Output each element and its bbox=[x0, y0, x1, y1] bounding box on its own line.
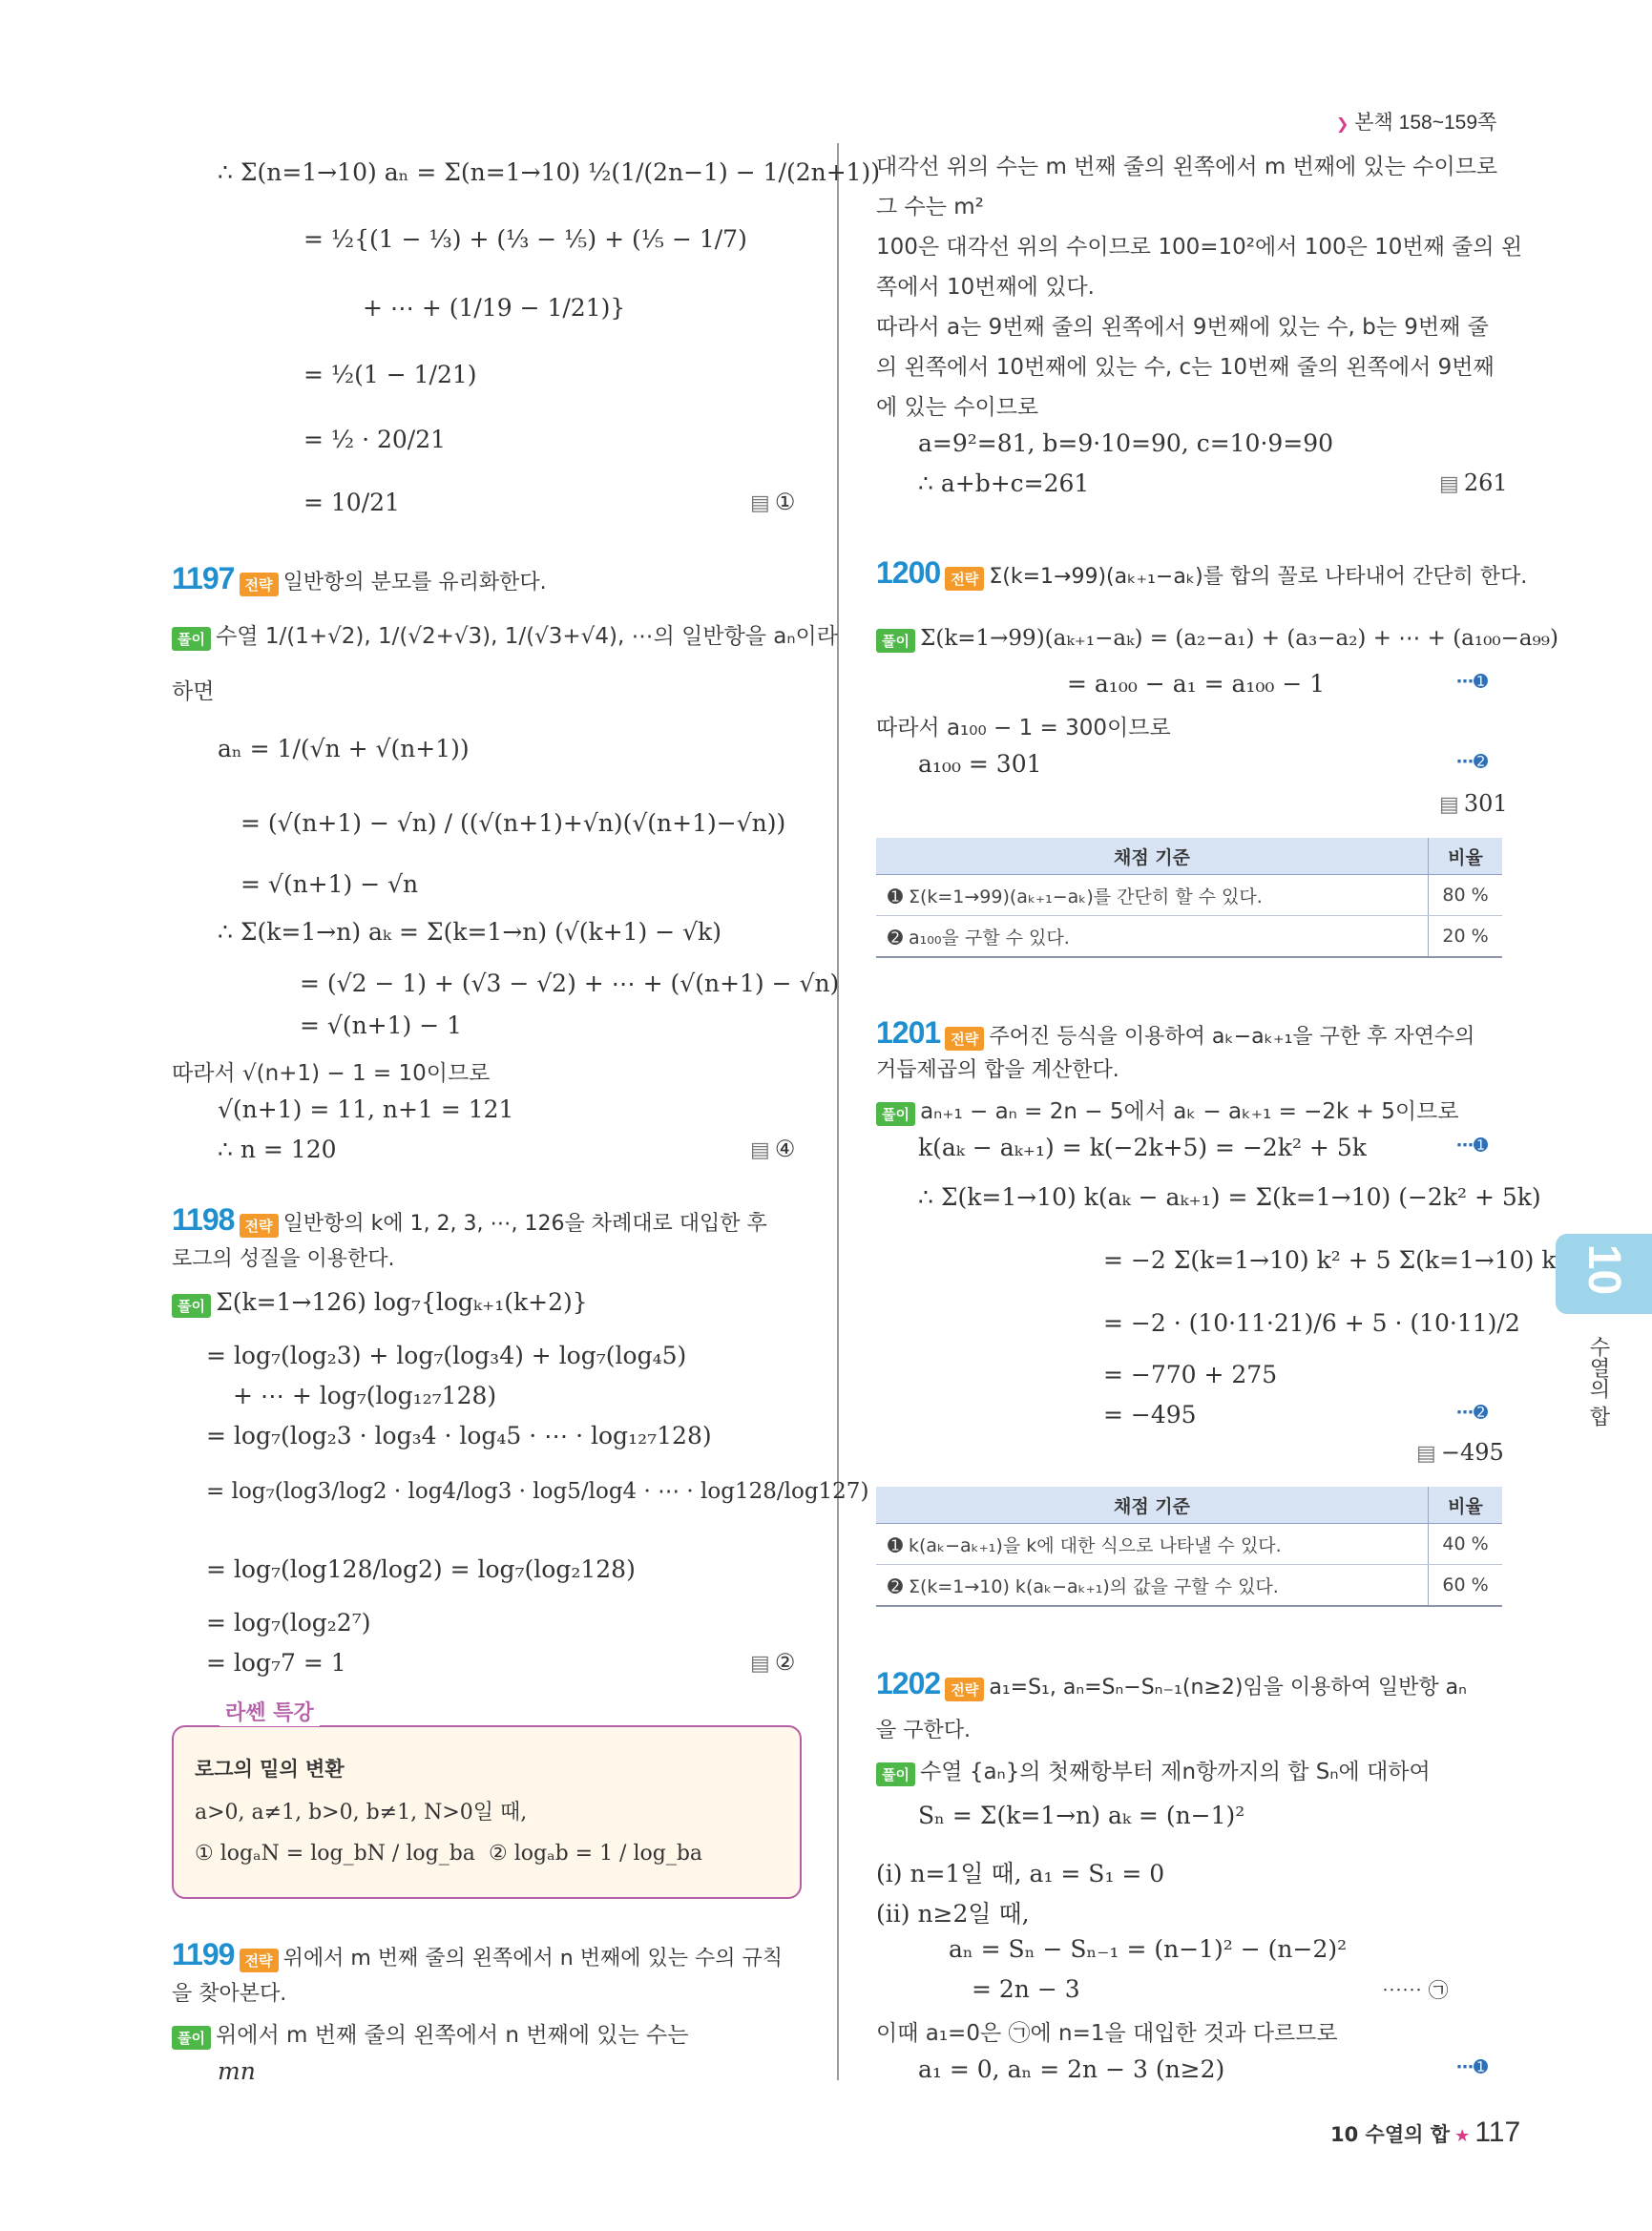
p1202-line-8: a₁ = 0, aₙ = 2n − 3 (n≥2) bbox=[918, 2055, 1225, 2083]
p1201-line-1: 풀이 aₙ₊₁ − aₙ = 2n − 5에서 aₖ − aₖ₊₁ = −2k + 5이므로 bbox=[876, 1094, 1459, 1126]
p1197-line-8: √(n+1) = 11, n+1 = 121 bbox=[218, 1095, 514, 1123]
page-number: 117 bbox=[1474, 2116, 1521, 2148]
p1201-strategy-2: 거듭제곱의 합을 계산한다. bbox=[876, 1058, 1119, 1082]
p1202-step-1: ⋯➊ bbox=[1456, 2057, 1489, 2077]
chapter-tab: 10 bbox=[1556, 1234, 1652, 1314]
p1196-line-5: = ½ · 20/21 bbox=[303, 426, 447, 453]
p1202-line-7: 이때 a₁=0은 ㉠에 n=1을 대입한 것과 다르므로 bbox=[876, 2021, 1338, 2046]
page-footer: 10 수열의 합 ★ 117 bbox=[1330, 2116, 1521, 2148]
p1200-step-2: ⋯➋ bbox=[1456, 752, 1489, 772]
p1198-strategy-2: 로그의 성질을 이용한다. bbox=[172, 1247, 395, 1271]
p1200-answer: ▤ 301 bbox=[1439, 790, 1508, 817]
lecture-box bbox=[172, 1725, 802, 1899]
p1201-step-1: ⋯➊ bbox=[1456, 1136, 1489, 1156]
strategy-tag: 전략 bbox=[945, 1027, 984, 1051]
table-row: ➋ Σ(k=1→10) k(aₖ−aₖ₊₁)의 값을 구할 수 있다. 60 % bbox=[876, 1565, 1502, 1607]
solution-tag: 풀이 bbox=[172, 1294, 211, 1318]
p1197-line-3: = √(n+1) − √n bbox=[240, 870, 419, 898]
problem-1197-header: 1197 전략 일반항의 분모를 유리화한다. bbox=[172, 561, 547, 595]
p1196-answer: ▤ ① bbox=[750, 489, 796, 515]
problem-1201-header: 1201 전략 주어진 등식을 이용하여 aₖ−aₖ₊₁을 구한 후 자연수의 bbox=[876, 1015, 1475, 1050]
problem-1199-header: 1199 전략 위에서 m 번째 줄의 왼쪽에서 n 번째에 있는 수의 규칙 bbox=[172, 1937, 783, 1971]
p1197-line-6: = √(n+1) − 1 bbox=[300, 1011, 463, 1039]
ratio-header: 비율 bbox=[1429, 838, 1503, 875]
p1199-cont-1: 대각선 위의 수는 m 번째 줄의 왼쪽에서 m 번째에 있는 수이므로 bbox=[876, 155, 1498, 179]
p1201-line-6: = −770 + 275 bbox=[1103, 1361, 1278, 1388]
table-row: ➋ a₁₀₀을 구할 수 있다. 20 % bbox=[876, 916, 1502, 958]
p1197-line-5: = (√2 − 1) + (√3 − √2) + ⋯ + (√(n+1) − √n) bbox=[300, 970, 840, 997]
answer-icon: ▤ bbox=[1439, 472, 1459, 496]
p1202-mark: ⋯⋯ ㉠ bbox=[1382, 1979, 1449, 2002]
p1197-line-1: aₙ = 1/(√n + √(n+1)) bbox=[218, 735, 470, 762]
p1199-strategy-2: 을 찾아본다. bbox=[172, 1982, 287, 2006]
p1199-answer: ▤ 261 bbox=[1439, 469, 1508, 496]
lecture-title: 로그의 밑의 변환 bbox=[195, 1758, 345, 1781]
p1198-line-6: = log₇(log128/log2) = log₇(log₂128) bbox=[206, 1555, 636, 1583]
p1198-line-8: = log₇7 = 1 bbox=[206, 1649, 346, 1677]
column-divider bbox=[837, 143, 839, 2080]
p1198-line-4: = log₇(log₂3 · log₃4 · log₄5 · ⋯ · log₁₂₇128) bbox=[206, 1422, 712, 1449]
p1202-strategy-2: 을 구한다. bbox=[876, 1719, 971, 1742]
strategy-tag: 전략 bbox=[240, 573, 279, 596]
solution-tag: 풀이 bbox=[876, 629, 915, 653]
p1199-cont-4: 쪽에서 10번째에 있다. bbox=[876, 275, 1095, 300]
p1198-line-7: = log₇(log₂2⁷) bbox=[206, 1609, 371, 1637]
grading-header: 채점 기준 bbox=[876, 1487, 1429, 1524]
p1197-line-2: = (√(n+1) − √n) / ((√(n+1)+√n)(√(n+1)−√n)) bbox=[240, 809, 786, 837]
strategy-tag: 전략 bbox=[240, 1214, 279, 1238]
p1199-cont-2: 그 수는 m² bbox=[876, 195, 984, 219]
p1202-line-4: (ii) n≥2일 때, bbox=[876, 1900, 1030, 1928]
solution-tag: 풀이 bbox=[172, 2026, 211, 2050]
lecture-condition: a>0, a≠1, b>0, b≠1, N>0일 때, bbox=[195, 1801, 528, 1824]
p1199-sol-2: mn bbox=[218, 2057, 256, 2085]
p1197-answer: ▤ ④ bbox=[750, 1136, 796, 1162]
solution-tag: 풀이 bbox=[172, 627, 211, 651]
problem-1198-header: 1198 전략 일반항의 k에 1, 2, 3, ⋯, 126을 차례대로 대입한 후 bbox=[172, 1202, 767, 1237]
p1201-answer: ▤ −495 bbox=[1416, 1439, 1504, 1466]
p1198-line-2: = log₇(log₂3) + log₇(log₃4) + log₇(log₄5) bbox=[206, 1342, 687, 1369]
p1196-line-2: = ½{(1 − ⅓) + (⅓ − ⅕) + (⅕ − 1/7) bbox=[303, 225, 747, 253]
chapter-tab-title: 수열의 합 bbox=[1586, 1336, 1610, 1427]
p1199-cont-8: a=9²=81, b=9·10=90, c=10·9=90 bbox=[918, 429, 1334, 457]
p1202-line-5: aₙ = Sₙ − Sₙ₋₁ = (n−1)² − (n−2)² bbox=[949, 1935, 1348, 1963]
lecture-formula-1: ① logₐN = log_bN / log_ba bbox=[195, 1842, 475, 1866]
strategy-tag: 전략 bbox=[945, 567, 984, 591]
p1202-line-3: (i) n=1일 때, a₁ = S₁ = 0 bbox=[876, 1860, 1165, 1887]
book-reference: ❯ 본책 158~159쪽 bbox=[1336, 112, 1497, 134]
p1201-grading-table bbox=[876, 1487, 1502, 1607]
grading-header: 채점 기준 bbox=[876, 838, 1429, 875]
answer-icon: ▤ bbox=[1439, 793, 1459, 817]
p1201-line-4: = −2 Σ(k=1→10) k² + 5 Σ(k=1→10) k bbox=[1103, 1246, 1557, 1274]
p1201-line-3: ∴ Σ(k=1→10) k(aₖ − aₖ₊₁) = Σ(k=1→10) (−2k² + 5k) bbox=[918, 1183, 1541, 1211]
arrow-icon: ❯ bbox=[1336, 116, 1349, 133]
p1200-grading-table bbox=[876, 838, 1502, 958]
p1197-intro: 풀이 수열 1/(1+√2), 1/(√2+√3), 1/(√3+√4), ⋯의 일반항을 aₙ이라 bbox=[172, 618, 838, 651]
p1201-line-5: = −2 · (10·11·21)/6 + 5 · (10·11)/2 bbox=[1103, 1309, 1520, 1337]
star-icon: ★ bbox=[1454, 2126, 1471, 2146]
strategy-tag: 전략 bbox=[945, 1678, 984, 1701]
p1202-line-6: = 2n − 3 bbox=[972, 1975, 1080, 2003]
p1200-line-1: 풀이 Σ(k=1→99)(aₖ₊₁−aₖ) = (a₂−a₁) + (a₃−a₂) + ⋯ + (a₁₀₀−a₉₉) bbox=[876, 626, 1558, 653]
p1198-line-5: = log₇(log3/log2 · log4/log3 · log5/log4 · ⋯ · log128/log127) bbox=[206, 1479, 869, 1504]
problem-1200-header: 1200 전략 Σ(k=1→99)(aₖ₊₁−aₖ)를 합의 꼴로 나타내어 간단히 한다. bbox=[876, 555, 1528, 590]
p1200-line-3: 따라서 a₁₀₀ − 1 = 300이므로 bbox=[876, 716, 1171, 740]
answer-icon: ▤ bbox=[750, 491, 770, 515]
answer-icon: ▤ bbox=[750, 1138, 770, 1162]
solution-tag: 풀이 bbox=[876, 1102, 915, 1126]
answer-icon: ▤ bbox=[1416, 1442, 1436, 1466]
p1200-step-1: ⋯➊ bbox=[1456, 672, 1489, 692]
problem-1202-header: 1202 전략 a₁=S₁, aₙ=Sₙ−Sₙ₋₁(n≥2)임을 이용하여 일반항 aₙ bbox=[876, 1666, 1467, 1700]
p1196-line-1: ∴ Σ(n=1→10) aₙ = Σ(n=1→10) ½(1/(2n−1) − 1/(2n+1)) bbox=[218, 158, 881, 186]
solution-tag: 풀이 bbox=[876, 1762, 915, 1786]
p1197-line-7: 따라서 √(n+1) − 1 = 10이므로 bbox=[172, 1061, 491, 1086]
table-row: ➊ Σ(k=1→99)(aₖ₊₁−aₖ)를 간단히 할 수 있다. 80 % bbox=[876, 875, 1502, 916]
strategy-tag: 전략 bbox=[240, 1949, 279, 1972]
ratio-header: 비율 bbox=[1429, 1487, 1503, 1524]
p1197-intro-2: 하면 bbox=[172, 679, 215, 704]
p1197-line-4: ∴ Σ(k=1→n) aₖ = Σ(k=1→n) (√(k+1) − √k) bbox=[218, 918, 721, 946]
p1202-line-2: Sₙ = Σ(k=1→n) aₖ = (n−1)² bbox=[918, 1802, 1245, 1829]
p1200-line-4: a₁₀₀ = 301 bbox=[918, 750, 1042, 778]
p1199-cont-7: 에 있는 수이므로 bbox=[876, 395, 1039, 420]
p1199-sol: 풀이 위에서 m 번째 줄의 왼쪽에서 n 번째에 있는 수는 bbox=[172, 2017, 688, 2050]
lecture-label: 라쎈 특강 bbox=[220, 1697, 320, 1726]
table-row: ➊ k(aₖ−aₖ₊₁)을 k에 대한 식으로 나타낼 수 있다. 40 % bbox=[876, 1524, 1502, 1565]
p1196-line-4: = ½(1 − 1/21) bbox=[303, 361, 477, 388]
lecture-formula-2: ② logₐb = 1 / log_ba bbox=[489, 1842, 703, 1866]
p1198-line-3: + ⋯ + log₇(log₁₂₇128) bbox=[233, 1382, 497, 1409]
p1199-cont-3: 100은 대각선 위의 수이므로 100=10²에서 100은 10번째 줄의 왼 bbox=[876, 235, 1523, 260]
p1200-line-2: = a₁₀₀ − a₁ = a₁₀₀ − 1 bbox=[1067, 670, 1326, 698]
p1202-line-1: 풀이 수열 {aₙ}의 첫째항부터 제n항까지의 합 Sₙ에 대하여 bbox=[876, 1754, 1431, 1786]
p1196-line-3: + ⋯ + (1/19 − 1/21)} bbox=[363, 294, 626, 322]
p1196-line-6: = 10/21 bbox=[303, 489, 400, 516]
p1199-cont-6: 의 왼쪽에서 10번째에 있는 수, c는 10번째 줄의 왼쪽에서 9번째 bbox=[876, 355, 1495, 380]
p1201-step-2: ⋯➋ bbox=[1456, 1403, 1489, 1423]
p1198-answer: ▤ ② bbox=[750, 1649, 796, 1676]
p1199-cont-9: ∴ a+b+c=261 bbox=[918, 469, 1090, 497]
p1201-line-7: = −495 bbox=[1103, 1401, 1197, 1428]
p1197-line-9: ∴ n = 120 bbox=[218, 1136, 337, 1163]
p1199-cont-5: 따라서 a는 9번째 줄의 왼쪽에서 9번째에 있는 수, b는 9번째 줄 bbox=[876, 315, 1489, 340]
p1198-line-1: 풀이 Σ(k=1→126) log₇{logₖ₊₁(k+2)} bbox=[172, 1288, 588, 1318]
p1201-line-2: k(aₖ − aₖ₊₁) = k(−2k+5) = −2k² + 5k bbox=[918, 1134, 1367, 1161]
answer-icon: ▤ bbox=[750, 1652, 770, 1676]
